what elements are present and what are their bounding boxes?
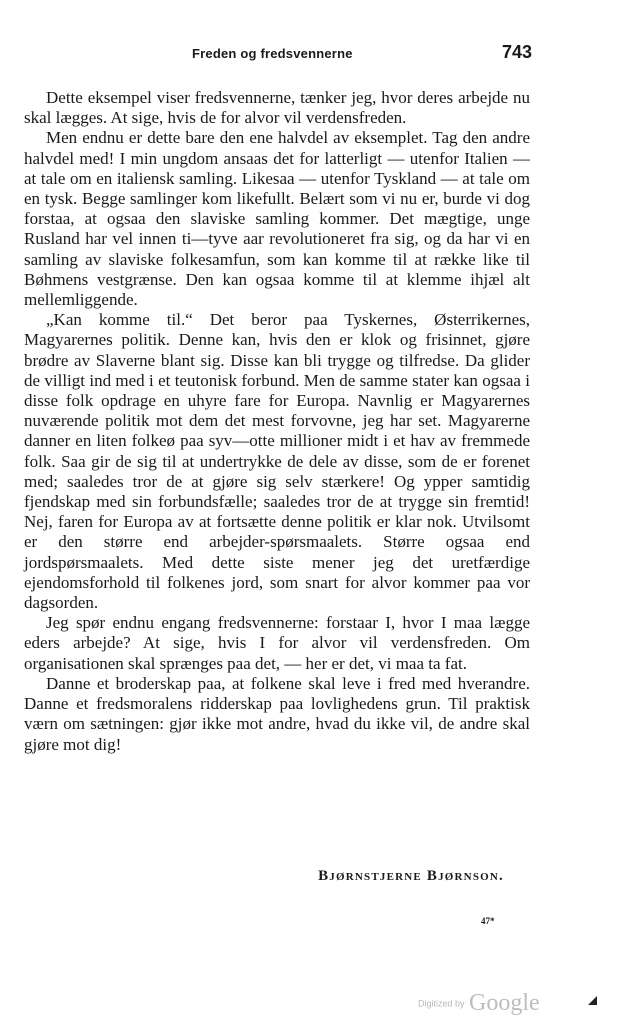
page-header: [22, 38, 532, 68]
paragraph-3: „Kan komme til.“ Det beror paa Tyskernes, Østerrikernes, Magyarernes politik. Denne kan, hvis den er klok og frisinnet, gjøre brødre av Slaverne blant sig. Disse kan bli trygge og tilfredse. Da glider de villigt ind med i et teutonisk forbund. Men de samme stater kan ogsaa i disse folk opdrage en uhyre fare for Europa. Navnlig er Magyarernes nuværende politik mot dem det mest forvovne, jeg har set. Magyarerne danner en liten folkeø paa syv—otte millioner midt i et hav av fremmede folk. Saa gir de sig til at undertrykke de dele av disse, som de er forenet med; saaledes tror de at gjøre sig selv stærkere! Og ypper samtidig fjendskap med sin forbundsfælle; saaledes tror de at trygge sin fremtid! Nej, faren for Europa av at fortsætte denne politik er klar nok. Utvilsomt er den større end arbejder-spørsmaalets. Større ogsaa end jordspørsmaalets. Med dette siste mener jeg det uretfærdige ejendomsforhold til folkenes jord, som snart for alvor kommer paa vor dagsorden.: [24, 310, 530, 613]
digitization-watermark: [418, 990, 540, 1017]
author-signature: Bjørnstjerne Bjørnson.: [318, 868, 504, 884]
page-number: 743: [501, 42, 532, 62]
paragraph-2: Men endnu er dette bare den ene halvdel av eksemplet. Tag den andre halvdel med! I min ungdom ansaas det for latterligt — utenfor Italien — at tale om en italiensk samling. Likesaa — utenfor Tyskland — at tale om en tysk. Begge samlinger kom likefullt. Belært som vi nu er, burde vi dog forstaa, at ogsaa den slaviske samling kommer. Det mægtige, unge Rusland har vel innen ti—tyve aar revolutioneret fra sig, og da har vi en samling av slaviske folkesamfun, som kan komme til at række like til Bøhmens vestgrænse. Den kan ogsaa komme til at klemme ihjæl alt mellemliggende.: [24, 128, 530, 310]
paragraph-5: Danne et broderskap paa, at folkene skal leve i fred med hverandre. Danne et fredsmoralens ridderskap paa lovlighedens grun. Til praktisk værn om sætningen: gjør ikke mot andre, hvad du ikke vil, de andre skal gjøre mot dig!: [24, 673, 530, 754]
running-head: Freden og fredsvennerne: [192, 46, 353, 61]
corner-triangle-icon: [588, 996, 597, 1005]
google-logo: Google: [468, 990, 540, 1016]
paragraph-1: Dette eksempel viser fredsvennerne, tænker jeg, hvor deres arbejde nu skal lægges. At sige, hvis de for alvor vil verdensfreden.: [24, 88, 530, 128]
watermark-prefix: Digitized by: [418, 998, 465, 1009]
sheet-signature-mark: 47*: [481, 916, 495, 926]
paragraph-4: Jeg spør endnu engang fredsvennerne: forstaar I, hvor I maa lægge eders arbejde? At sige, hvis I for alvor vil verdensfreden. Om organisationen skal sprænges paa det, — her er det, vi maa ta fat.: [24, 613, 530, 673]
article-body: [24, 88, 530, 755]
